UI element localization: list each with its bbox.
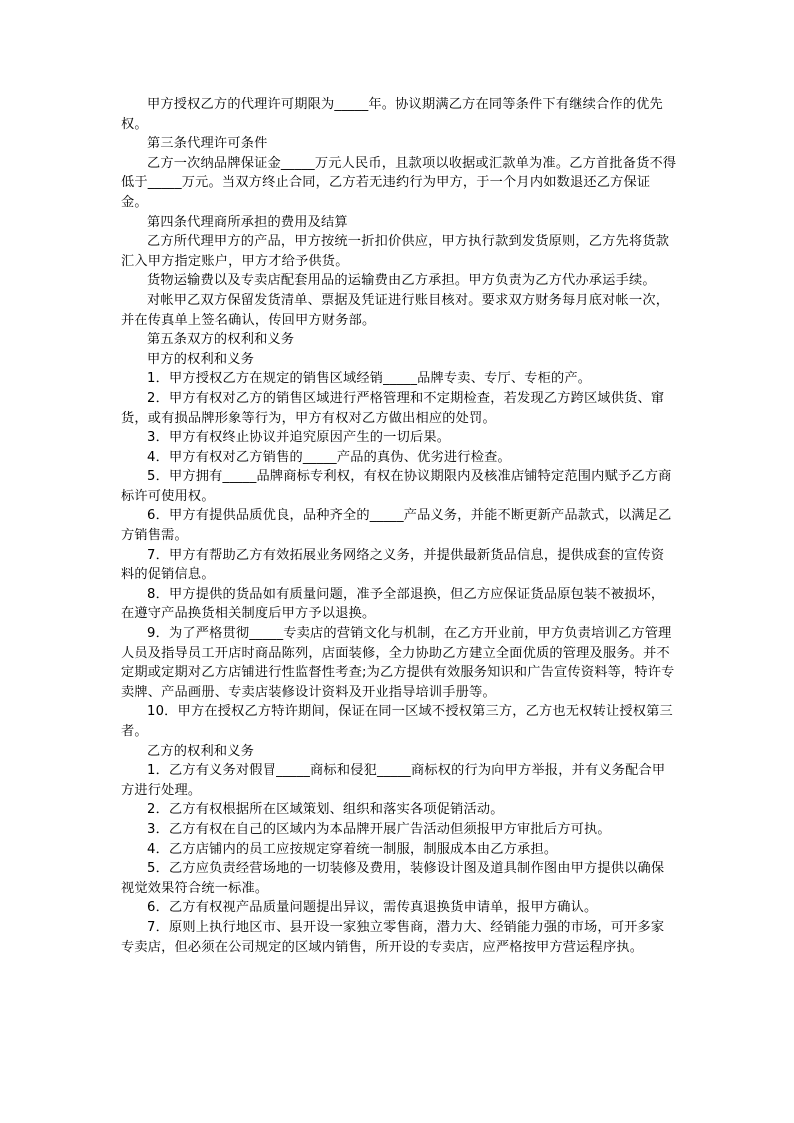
paragraph-pricing: 乙方所代理甲方的产品，甲方按统一折扣价供应，甲方执行款到发货原则，乙方先将货款汇入甲方指定账户，甲方才给予供货。 [121,234,670,269]
heading-article-3: 第三条代理许可条件 [147,136,268,152]
list-item-b-2: 2．乙方有权根据所在区域策划、组织和落实各项促销活动。 [147,802,504,818]
list-item-b-6: 6．乙方有权视产品质量问题提出异议，需传真退换货申请单，报甲方确认。 [147,900,598,916]
heading-party-b-rights: 乙方的权利和义务 [147,743,255,759]
paragraph-deposit: 乙方一次纳品牌保证金_____万元人民币，且款项以收据或汇款单为准。乙方首批备货不得低于_____万元。当双方终止合同，乙方若无违约行为甲方，于一个月内如数退还乙方保证金。 [121,155,677,210]
list-item-a-9: 9．为了严格贯彻_____专卖店的营销文化与机制，在乙方开业前，甲方负责培训乙方管理人员及指导员工开店时商品陈列，店面装修，全力协助乙方建立全面优质的管理及服务。并不定期或定期对乙方店铺进行性监督性考查;为乙方提供有效服务知识和广告宣传资料等，特许专卖牌、产品画册、专卖店装修设计资料及开业指导培训手册等。 [121,626,675,700]
heading-party-a-rights: 甲方的权利和义务 [147,351,255,367]
paragraph-freight: 货物运输费以及专卖店配套用品的运输费由乙方承担。甲方负责为乙方代办承运手续。 [147,273,656,289]
heading-article-4: 第四条代理商所承担的费用及结算 [147,214,348,230]
paragraph-reconciliation: 对帐甲乙双方保留发货清单、票据及凭证进行账目核对。要求双方财务每月底对帐一次，并在传真单上签名确认，传回甲方财务部。 [121,292,670,328]
list-item-a-8: 8．甲方提供的货品如有质量问题，准予全部退换，但乙方应保证货品原包装不被损坏，在遵守产品换货相关制度后甲方予以退换。 [121,586,665,622]
paragraph-term-period: 甲方授权乙方的代理许可期限为_____年。协议期满乙方在同等条件下有继续合作的优先权。 [121,97,663,132]
heading-article-5: 第五条双方的权利和义务 [147,332,295,348]
document-body [121,95,677,957]
list-item-a-5: 5．甲方拥有_____品牌商标专利权，有权在协议期限内及核准店铺特定范围内赋予乙方商标许可使用权。 [121,469,672,504]
list-item-a-4: 4．甲方有权对乙方销售的_____产品的真伪、优劣进行检查。 [147,449,511,465]
list-item-b-5: 5．乙方应负责经营场地的一切装修及费用，装修设计图及道具制作图由甲方提供以确保视觉效果符合统一标准。 [121,861,665,896]
list-item-b-1: 1．乙方有义务对假冒_____商标和侵犯_____商标权的行为向甲方举报，并有义务配合甲方进行处理。 [121,763,666,798]
list-item-a-7: 7．甲方有帮助乙方有效拓展业务网络之义务，并提供最新货品信息，提供成套的宣传资料的促销信息。 [121,547,665,583]
list-item-b-4: 4．乙方店铺内的员工应按规定穿着统一制服，制服成本由乙方承担。 [147,841,558,857]
list-item-b-7: 7．原则上执行地区市、县开设一家独立零售商，潜力大、经销能力强的市场，可开多家专卖店，但必须在公司规定的区域内销售，所开设的专卖店，应严格按甲方营运程序执。 [121,919,665,955]
list-item-a-3: 3．甲方有权终止协议并追究原因产生的一切后果。 [147,430,451,446]
list-item-a-1: 1．甲方授权乙方在规定的销售区域经销_____品牌专卖、专厅、专柜的产。 [147,371,592,387]
list-item-b-3: 3．乙方有权在自己的区域内为本品牌开展广告活动但须报甲方审批后方可执。 [147,821,611,837]
list-item-a-10: 10．甲方在授权乙方特许期间，保证在同一区域不授权第三方，乙方也无权转让授权第三者。 [121,704,673,739]
list-item-a-6: 6．甲方有提供品质优良，品种齐全的_____产品义务，并能不断更新产品款式，以满足乙方销售需。 [121,508,672,544]
list-item-a-2: 2．甲方有权对乙方的销售区域进行严格管理和不定期检查，若发现乙方跨区域供货、窜货，或有损品牌形象等行为，甲方有权对乙方做出相应的处罚。 [121,390,665,426]
